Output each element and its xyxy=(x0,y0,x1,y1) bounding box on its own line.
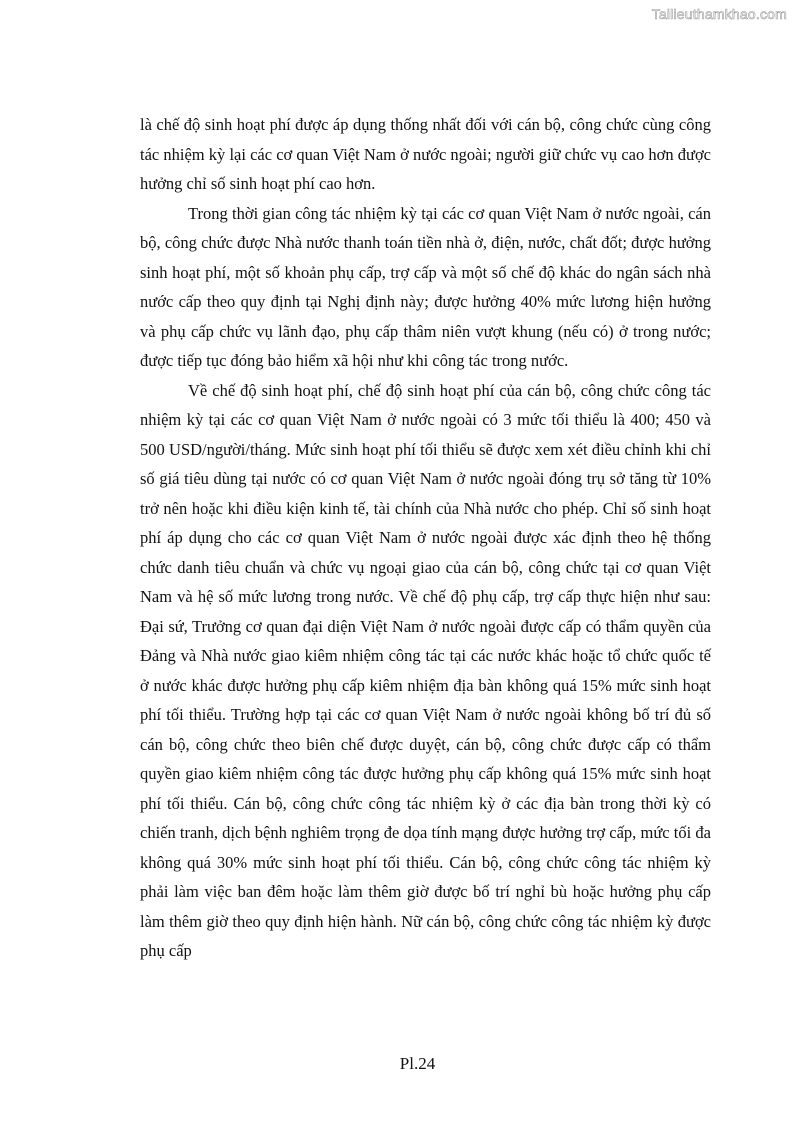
paragraph-working-period: Trong thời gian công tác nhiệm kỳ tại các cơ quan Việt Nam ở nước ngoài, cán bộ, công chức được Nhà nước thanh toán tiền nhà ở, điện, nước, chất đốt; được hưởng sinh hoạt phí, một số khoản phụ cấp, trợ cấp và một số chế độ khác do ngân sách nhà nước cấp theo quy định tại Nghị định này; được hưởng 40% mức lương hiện hưởng và phụ cấp chức vụ lãnh đạo, phụ cấp thâm niên vượt khung (nếu có) ở trong nước; được tiếp tục đóng bảo hiểm xã hội như khi công tác trong nước. xyxy=(140,203,711,370)
paragraph-living-allowance: Về chế độ sinh hoạt phí, chế độ sinh hoạt phí của cán bộ, công chức công tác nhiệm kỳ tại các cơ quan Việt Nam ở nước ngoài có 3 mức tối thiểu là 400; 450 và 500 USD/người/tháng. Mức sinh hoạt phí tối thiểu sẽ được xem xét điều chỉnh khi chỉ số giá tiêu dùng tại nước có cơ quan Việt Nam ở nước ngoài đóng trụ sở tăng từ 10% trở nên hoặc khi điều kiện kinh tế, tài chính của Nhà nước cho phép. Chỉ số sinh hoạt phí áp dụng cho các cơ quan Việt Nam ở nước ngoài được xác định theo hệ thống chức danh tiêu chuẩn và chức vụ ngoại giao của cán bộ, công chức tại cơ quan Việt Nam và hệ số mức lương trong nước. Về chế độ phụ cấp, trợ cấp thực hiện như sau: Đại sứ, Trưởng cơ quan đại diện Việt Nam ở nước ngoài được cấp có thẩm quyền của Đảng và Nhà nước giao kiêm nhiệm công tác tại các nước khác hoặc tổ chức quốc tế ở nước khác được hưởng phụ cấp kiêm nhiệm địa bàn không quá 15% mức sinh hoạt phí tối thiểu. Trường hợp tại các cơ quan Việt Nam ở nước ngoài không bố trí đủ số cán bộ, công chức theo biên chế được duyệt, cán bộ, công chức được cấp có thẩm quyền giao kiêm nhiệm công tác được hưởng phụ cấp không quá 15% mức sinh hoạt phí tối thiểu. Cán bộ, công chức công tác nhiệm kỳ ở các địa bàn trong thời kỳ có chiến tranh, dịch bệnh nghiêm trọng đe dọa tính mạng được hưởng trợ cấp, mức tối đa không quá 30% mức sinh hoạt phí tối thiểu. Cán bộ, công chức công tác nhiệm kỳ phải làm việc ban đêm hoặc làm thêm giờ được bố trí nghỉ bù hoặc hưởng phụ cấp làm thêm giờ theo quy định hiện hành. Nữ cán bộ, công chức công tác nhiệm kỳ được phụ cấp xyxy=(140,380,711,960)
page-number: Pl.24 xyxy=(399,1054,436,1073)
watermark: Tailieuthamkhao.com xyxy=(651,6,787,22)
paragraph-continuation: là chế độ sinh hoạt phí được áp dụng thống nhất đối với cán bộ, công chức cùng công tác nhiệm kỳ lại các cơ quan Việt Nam ở nước ngoài; người giữ chức vụ cao hơn được hưởng chỉ số sinh hoạt phí cao hơn. xyxy=(140,115,711,193)
document-body xyxy=(140,110,711,966)
